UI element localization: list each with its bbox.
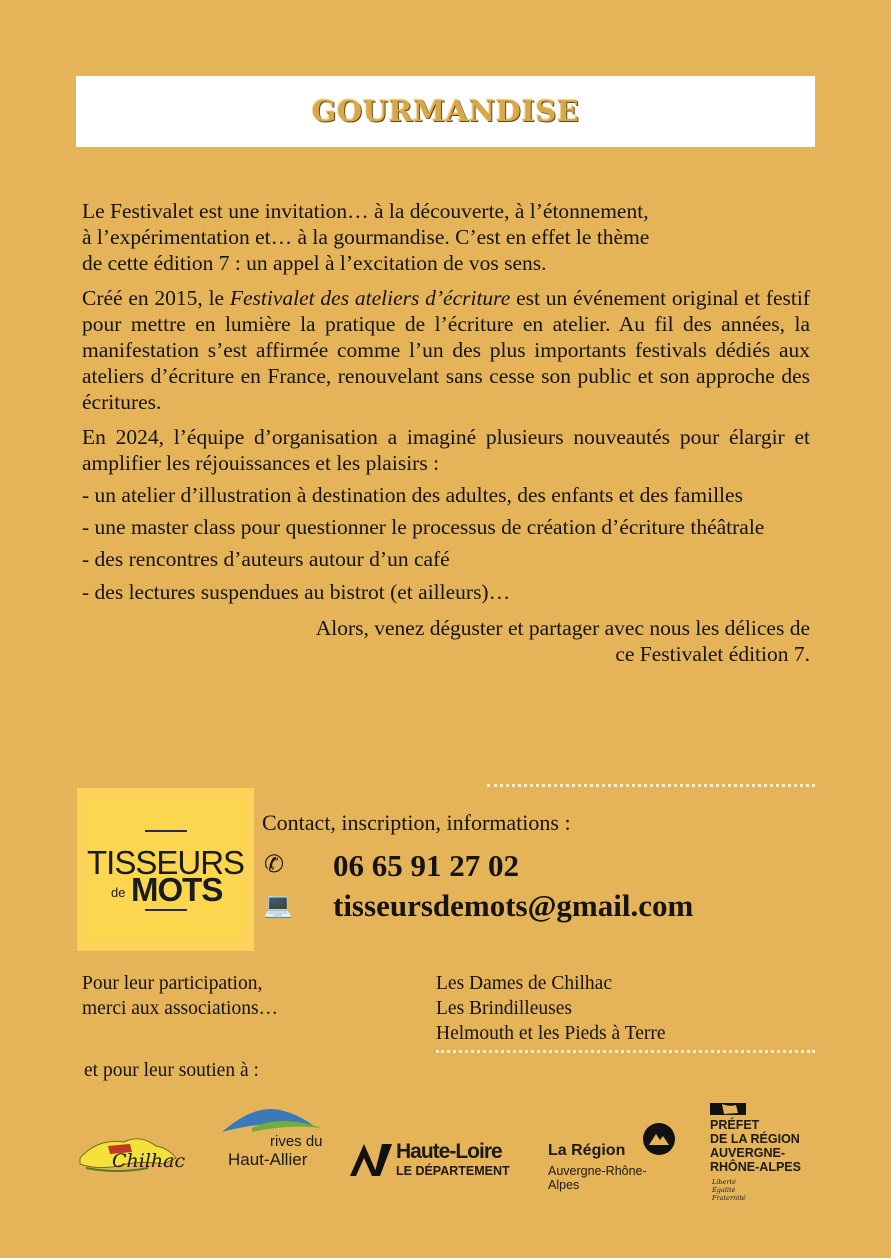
region-logo	[546, 1122, 676, 1192]
closing-line: ce Festivalet édition 7.	[615, 642, 810, 667]
computer-icon: 💻	[263, 891, 293, 919]
haute-loire-logo	[350, 1140, 520, 1180]
intro-paragraph	[82, 198, 810, 277]
logo-word-tisseurs: TISSEURS	[87, 844, 245, 881]
associations-intro-line: Pour leur participation,	[82, 973, 263, 994]
intro-line: de cette édition 7 : un appel à l’excitation de vos sens.	[82, 251, 547, 276]
rives-haut-allier-logo	[218, 1102, 328, 1190]
body-text	[82, 198, 810, 675]
intro-line: à l’expérimentation et… à la gourmandise. C’est en effet le thème	[82, 225, 650, 250]
departement-label: LE DÉPARTEMENT	[396, 1164, 510, 1178]
intro-line: Le Festivalet est une invitation… à la découverte, à l’étonnement,	[82, 199, 649, 223]
dotted-separator	[436, 1050, 815, 1053]
support-label: et pour leur soutien à :	[84, 1060, 259, 1081]
prefet-motto	[712, 1178, 746, 1202]
list-item: - des rencontres d’auteurs autour d’un café	[82, 547, 450, 572]
prefet-line: PRÉFET	[710, 1118, 760, 1132]
associations-intro-line: merci aux associations…	[82, 998, 279, 1019]
history-start: Créé en 2015, le	[82, 285, 230, 310]
history-paragraph	[82, 285, 810, 416]
email-link[interactable]: tisseursdemots@gmail.com	[333, 888, 694, 923]
prefet-text	[710, 1118, 801, 1174]
haute-loire-mark	[350, 1140, 396, 1180]
motto-line: Égalité	[712, 1186, 736, 1194]
associations-list	[436, 971, 666, 1046]
logo-top-rule	[145, 830, 187, 832]
chilhac-logo	[78, 1124, 198, 1178]
closing-line: Alors, venez déguster et partager avec nous les délices de	[315, 615, 810, 640]
dotted-separator	[487, 784, 815, 787]
tisseurs-de-mots-logo	[77, 788, 254, 951]
phone-icon: ✆	[264, 850, 285, 878]
association-name: Helmouth et les Pieds à Terre	[436, 1023, 666, 1044]
list-item: - un atelier d’illustration à destination des adultes, des enfants et des familles	[82, 483, 743, 508]
logo-word-de: de	[111, 885, 126, 900]
title-banner	[76, 76, 815, 147]
haut-allier-label: Haut-Allier	[228, 1150, 308, 1169]
haute-loire-label: Haute-Loire	[396, 1140, 502, 1163]
rives-logo-shape	[218, 1102, 328, 1136]
logo-word-mots: MOTS	[131, 871, 223, 908]
list-item: - des lectures suspendues au bistrot (et ailleurs)…	[82, 579, 511, 604]
motto-line: Liberté	[712, 1178, 736, 1186]
association-name: Les Brindilleuses	[436, 998, 572, 1019]
prefet-logo	[710, 1102, 820, 1202]
closing-paragraph	[82, 615, 810, 667]
rives-label: rives du	[270, 1133, 323, 1150]
region-sublabel: Auvergne-Rhône-Alpes	[548, 1164, 647, 1192]
news-paragraph: En 2024, l’équipe d’organisation a imaginé plusieurs nouveautés pour élargir et amplifier les réjouissances et les plaisirs :	[82, 424, 810, 475]
prefet-line: DE LA RÉGION	[710, 1132, 800, 1146]
list-item: - une master class pour questionner le processus de création d’écriture théâtrale	[82, 515, 765, 540]
region-mark	[642, 1122, 676, 1156]
association-name: Les Dames de Chilhac	[436, 973, 612, 994]
logo-bottom-rule	[145, 909, 187, 911]
page-title: GOURMANDISE	[311, 94, 580, 128]
chilhac-label: Chilhac	[112, 1150, 186, 1172]
associations-intro	[82, 971, 278, 1021]
prefet-line: AUVERGNE-	[710, 1146, 786, 1160]
motto-line: Fraternité	[712, 1194, 746, 1202]
phone-number[interactable]: 06 65 91 27 02	[333, 848, 519, 883]
festival-name: Festivalet des ateliers d’écriture	[229, 285, 511, 310]
prefet-line: RHÔNE-ALPES	[710, 1160, 801, 1174]
region-label: La Région	[548, 1142, 626, 1159]
logo-inner	[87, 798, 244, 941]
history-rest: est un événement original et festif pour mettre en lumière la pratique de l’écriture en atelier. Au fil des années, la manifestation s’est affirmée comme l’un des plus importants festivals dédiés aux ateliers d’écriture en France, renouvelant sans cesse son public et son approche des écritures.	[82, 285, 810, 415]
marianne-icon	[710, 1103, 746, 1115]
contact-label: Contact, inscription, informations :	[262, 810, 571, 835]
